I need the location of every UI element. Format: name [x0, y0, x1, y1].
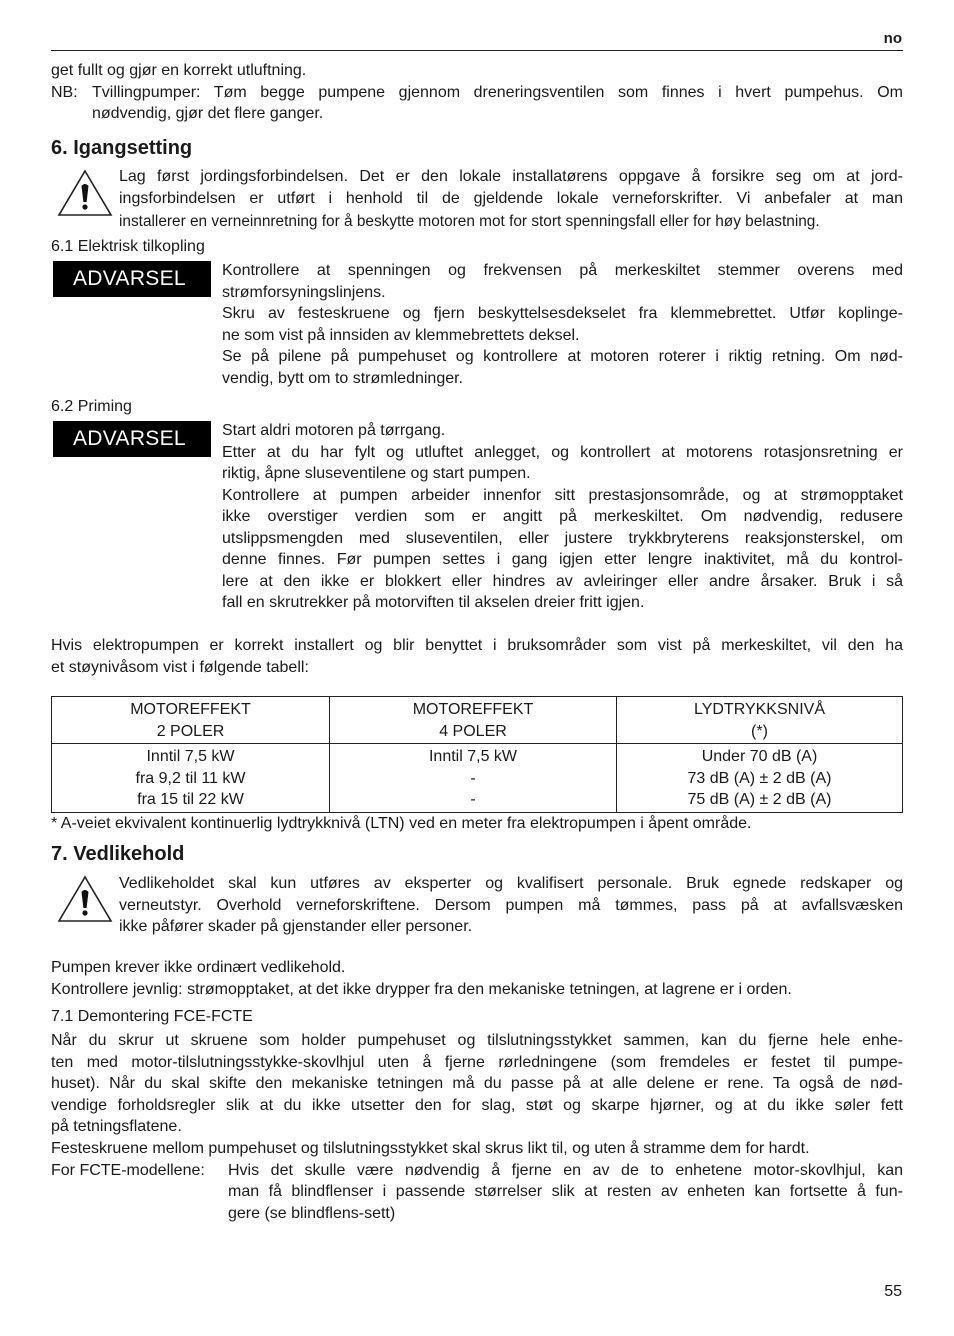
cell-value: - — [470, 791, 476, 808]
cell-value: fra 9,2 til 11 kW — [135, 769, 246, 787]
table-header-cell — [330, 697, 617, 744]
warning-text-line: verneutstyr. Overhold verneforskriftene. Dersom pumpen må tømmes, pass på at avfallsvæsken — [119, 897, 903, 914]
paragraph-line: vendige forholdsregler slik at du ikke utsetter den for slag, støt og skarpe hjørner, og at du ikke søler fett — [51, 1097, 903, 1114]
paragraph-line: gere (se blindflens-sett) — [228, 1205, 396, 1222]
subsection-6-1-heading: 6.1 Elektrisk tilkopling — [51, 238, 205, 255]
paragraph-line: strømforsyningslinjens. — [222, 284, 386, 301]
warning-text-line: ingsforbindelsen er utført i henhold til de gjeldende lokale verneforskrifter. Vi anbefaler at man — [119, 190, 903, 207]
paragraph-line: utslippsmengden med sluseventilen, eller justere trykkbryterens reaksjonsterskel, om — [222, 530, 903, 547]
nb-text-line: nødvendig, gjør det flere ganger. — [92, 105, 324, 122]
paragraph-line: ikke overstiger verdien som er angitt på merkeskiltet. Om nødvendig, redusere — [222, 508, 903, 525]
table-cell — [52, 744, 330, 813]
table-cell — [617, 744, 903, 813]
paragraph-line: Kontrollere jevnlig: strømopptaket, at det ikke drypper fra den mekaniske tetningen, at lagrene er i orden. — [51, 981, 792, 998]
warning-text-line: Vedlikeholdet skal kun utføres av eksperter og kvalifisert personale. Bruk egnede redskaper og — [119, 875, 903, 892]
section-7-heading: 7. Vedlikehold — [51, 843, 185, 865]
paragraph-line: et støynivåsom vist i følgende tabell: — [51, 659, 309, 676]
cell-value: Under 70 dB (A) — [701, 748, 818, 765]
paragraph-line: riktig, åpne sluseventilene og start pumpen. — [222, 465, 531, 482]
noise-level-table — [51, 696, 903, 813]
paragraph-line: man få blindflenser i passende størrelser slik at resten av enheten kan fortsette å fun- — [228, 1183, 903, 1200]
header-rule — [51, 50, 903, 51]
cell-value: fra 15 til 22 kW — [137, 791, 244, 808]
paragraph-line: fall en skrutrekker på motorviften til akselen dreier fritt igjen. — [222, 594, 645, 611]
paragraph-line: Etter at du har fylt og utluftet anlegget, og kontrollert at motorens rotasjonsretning er — [222, 444, 903, 461]
paragraph-line: vendig, bytt om to strømledninger. — [222, 370, 463, 387]
fcte-label: For FCTE-modellene: — [51, 1162, 205, 1179]
paragraph-line: huset). Når du skal skifte den mekaniske tetningen må du passe på at alle delene er rene. Ta også de nød- — [51, 1075, 903, 1092]
advarsel-badge: ADVARSEL — [53, 261, 211, 297]
warning-icon — [56, 168, 114, 218]
header-text: 2 POLER — [156, 722, 225, 740]
table-cell — [330, 744, 617, 813]
table-header-cell — [617, 697, 903, 744]
warning-text-line: Lag først jordingsforbindelsen. Det er den lokale installatørens oppgave å forsikre seg om at jord- — [119, 168, 903, 185]
paragraph-line: Når du skrur ut skruene som holder pumpehuset og tilslutningsstykket sammen, kan du fjerne hele enhe- — [51, 1032, 903, 1049]
warning-text-line: ikke påfører skader på gjenstander eller personer. — [119, 918, 473, 935]
paragraph-line: Hvis det skulle være nødvendig å fjerne en av de to enhetene motor-skovlhjul, kan — [228, 1162, 903, 1179]
paragraph-line: lere at den ikke er blokkert eller hindres av avleiringer eller andre årsaker. Bruk i så — [222, 573, 903, 590]
paragraph-line: Kontrollere at pumpen arbeider innenfor sitt prestasjonsområde, og at strømopptaket — [222, 487, 903, 504]
paragraph-line: Kontrollere at spenningen og frekvensen på merkeskiltet stemmer overens med — [222, 262, 903, 279]
paragraph-line: ten med motor-tilslutningsstykke-skovlhjul uten å fjerne rørledningene (som fremdeles er festet til pumpe- — [51, 1054, 903, 1071]
header-text: LYDTRYKKSNIVÅ — [693, 701, 825, 718]
cell-value: 75 dB (A) ± 2 dB (A) — [687, 791, 832, 808]
paragraph-line: denne finnes. Før pumpen settes i gang igjen etter lengre inaktivitet, må du kontrol- — [222, 551, 903, 568]
paragraph-line: Hvis elektropumpen er korrekt installert og blir benyttet i bruksområder som vist på merkeskiltet, vil den ha — [51, 637, 903, 654]
header-text: MOTOREFFEKT — [130, 701, 251, 718]
subsection-6-2-heading: 6.2 Priming — [51, 398, 132, 415]
paragraph-line: ne som vist på innsiden av klemmebrettets deksel. — [222, 327, 580, 344]
paragraph-line: Start aldri motoren på tørrgang. — [222, 422, 446, 439]
cell-value: 73 dB (A) ± 2 dB (A) — [687, 769, 832, 787]
nb-text-line: Tvillingpumper: Tøm begge pumpene gjennom dreneringsventilen som finnes i hvert pumpehus. Om — [92, 84, 903, 101]
paragraph-line: Skru av festeskruene og fjern beskyttelsesdekselet fra klemmebrettet. Utfør koplinge- — [222, 305, 903, 322]
paragraph-line: på tetningsflatene. — [51, 1118, 182, 1135]
cell-value: Inntil 7,5 kW — [146, 748, 235, 765]
table-row — [52, 744, 903, 813]
warning-text-line: installerer en verneinnretning for å beskytte motoren mot for stort spenningsfall eller for høy belastning. — [119, 213, 820, 230]
cell-value: Inntil 7,5 kW — [428, 748, 518, 765]
header-text: (*) — [751, 722, 768, 740]
subsection-7-1-heading: 7.1 Demontering FCE-FCTE — [51, 1008, 253, 1025]
nb-label: NB: — [51, 84, 78, 101]
advarsel-badge: ADVARSEL — [53, 421, 211, 457]
page-number: 55 — [884, 1283, 902, 1300]
paragraph-line: Pumpen krever ikke ordinært vedlikehold. — [51, 959, 346, 976]
paragraph-line: Se på pilene på pumpehuset og kontrollere at motoren roterer i riktig retning. Om nød- — [222, 348, 903, 365]
cell-value: - — [470, 769, 476, 787]
warning-icon — [56, 874, 114, 924]
language-code: no — [883, 30, 902, 47]
table-header-row — [52, 697, 903, 744]
section-6-heading: 6. Igangsetting — [51, 137, 193, 159]
intro-line: get fullt og gjør en korrekt utluftning. — [51, 62, 307, 79]
paragraph-line: Festeskruene mellom pumpehuset og tilslutningsstykket skal skrus likt til, og uten å stramme dem for hardt. — [51, 1140, 810, 1157]
table-footnote: * A-veiet ekvivalent kontinuerlig lydtrykknivå (LTN) ved en meter fra elektropumpen i åpent område. — [51, 815, 752, 832]
header-text: MOTOREFFEKT — [412, 701, 534, 718]
table-header-cell — [52, 697, 330, 744]
header-text: 4 POLER — [439, 722, 507, 740]
